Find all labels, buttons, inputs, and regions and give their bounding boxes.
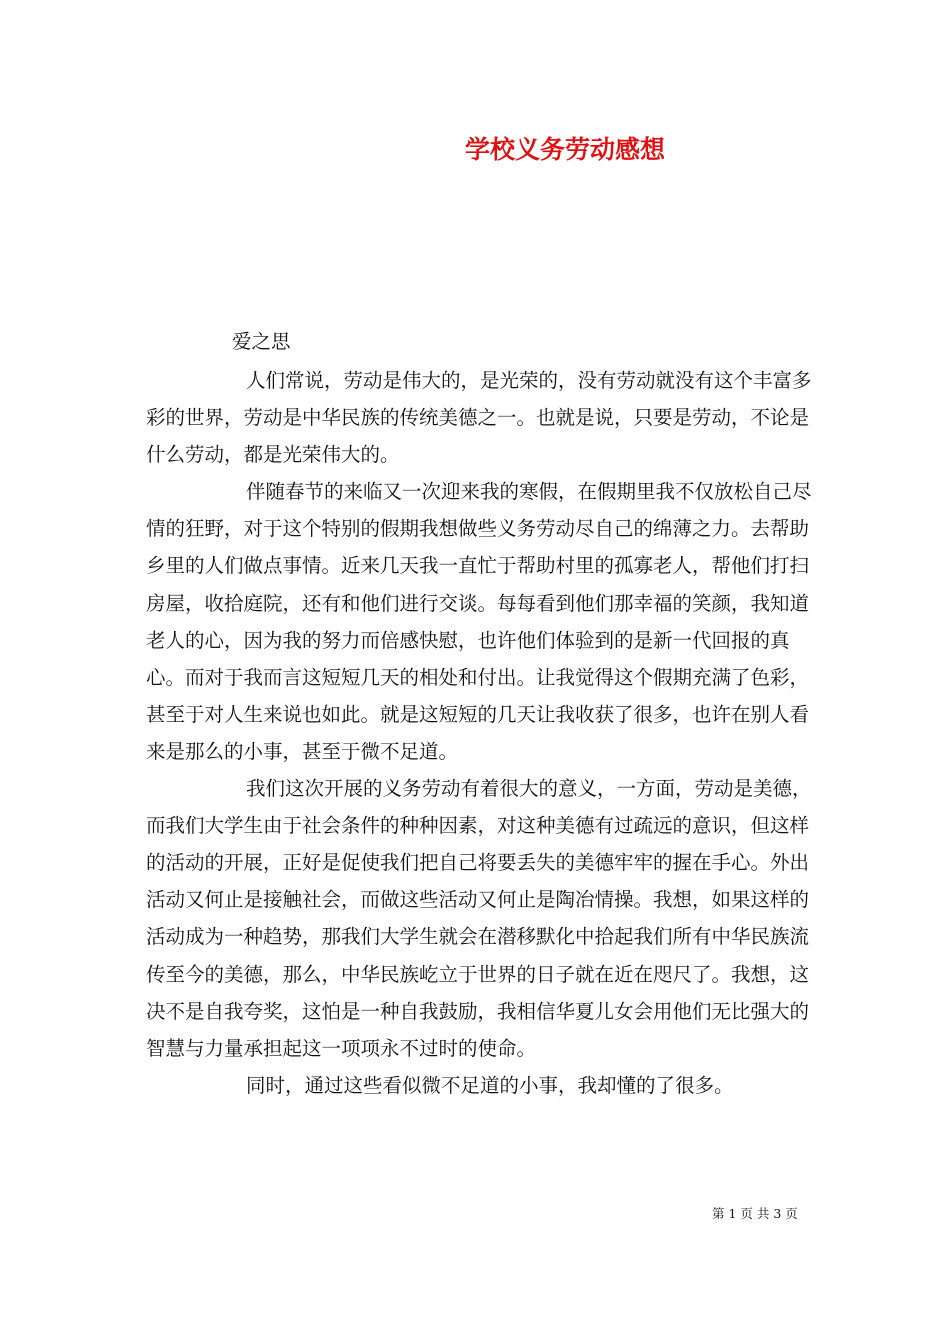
document-author: 爱之思 [232, 330, 291, 353]
paragraph-3: 我们这次开展的义务劳动有着很大的意义，一方面，劳动是美德，而我们大学生由于社会条件的种种因素，对这种美德有过疏远的意识，但这样的活动的开展，正好是促使我们把自己将要丢失的美德牢牢的握在手心。外出活动又何止是接触社会，而做这些活动又何止是陶冶情操。我想，如果这样的活动成为一种趋势，那我们大学生就会在潜移默化中拾起我们所有中华民族流传至今的美德，那么，中华民族屹立于世界的日子就在近在咫尺了。我想，这决不是自我夸奖，这怕是一种自我鼓励，我相信华夏儿女会用他们无比强大的智慧与力量承担起这一项项永不过时的使命。 [146, 777, 812, 1060]
paragraph-4: 同时，通过这些看似微不足道的小事，我却懂的了很多。 [246, 1073, 734, 1097]
paragraph-1: 人们常说，劳动是伟大的，是光荣的，没有劳动就没有这个丰富多彩的世界，劳动是中华民族的传统美德之一。也就是说，只要是劳动，不论是什么劳动，都是光荣伟大的。 [146, 369, 812, 467]
document-title [0, 132, 950, 168]
paragraph-2: 伴随春节的来临又一次迎来我的寒假，在假期里我不仅放松自己尽情的狂野，对于这个特别的假期我想做些义务劳动尽自己的绵薄之力。去帮助乡里的人们做点事情。近来几天我一直忙于帮助村里的孤寡老人，帮他们打扫房屋，收拾庭院，还有和他们进行交谈。每每看到他们那幸福的笑颜，我知道老人的心，因为我的努力而倍感快慰，也许他们体验到的是新一代回报的真心。而对于我而言这短短几天的相处和付出。让我觉得这个假期充满了色彩，甚至于对人生来说也如此。就是这短短的几天让我收获了很多，也许在别人看来是那么的小事，甚至于微不足道。 [146, 480, 812, 763]
document-body [146, 362, 814, 1104]
document-title-text: 学校义务劳动感想 [464, 135, 665, 164]
page-number-footer: 第 1 页 共 3 页 [712, 1206, 798, 1221]
